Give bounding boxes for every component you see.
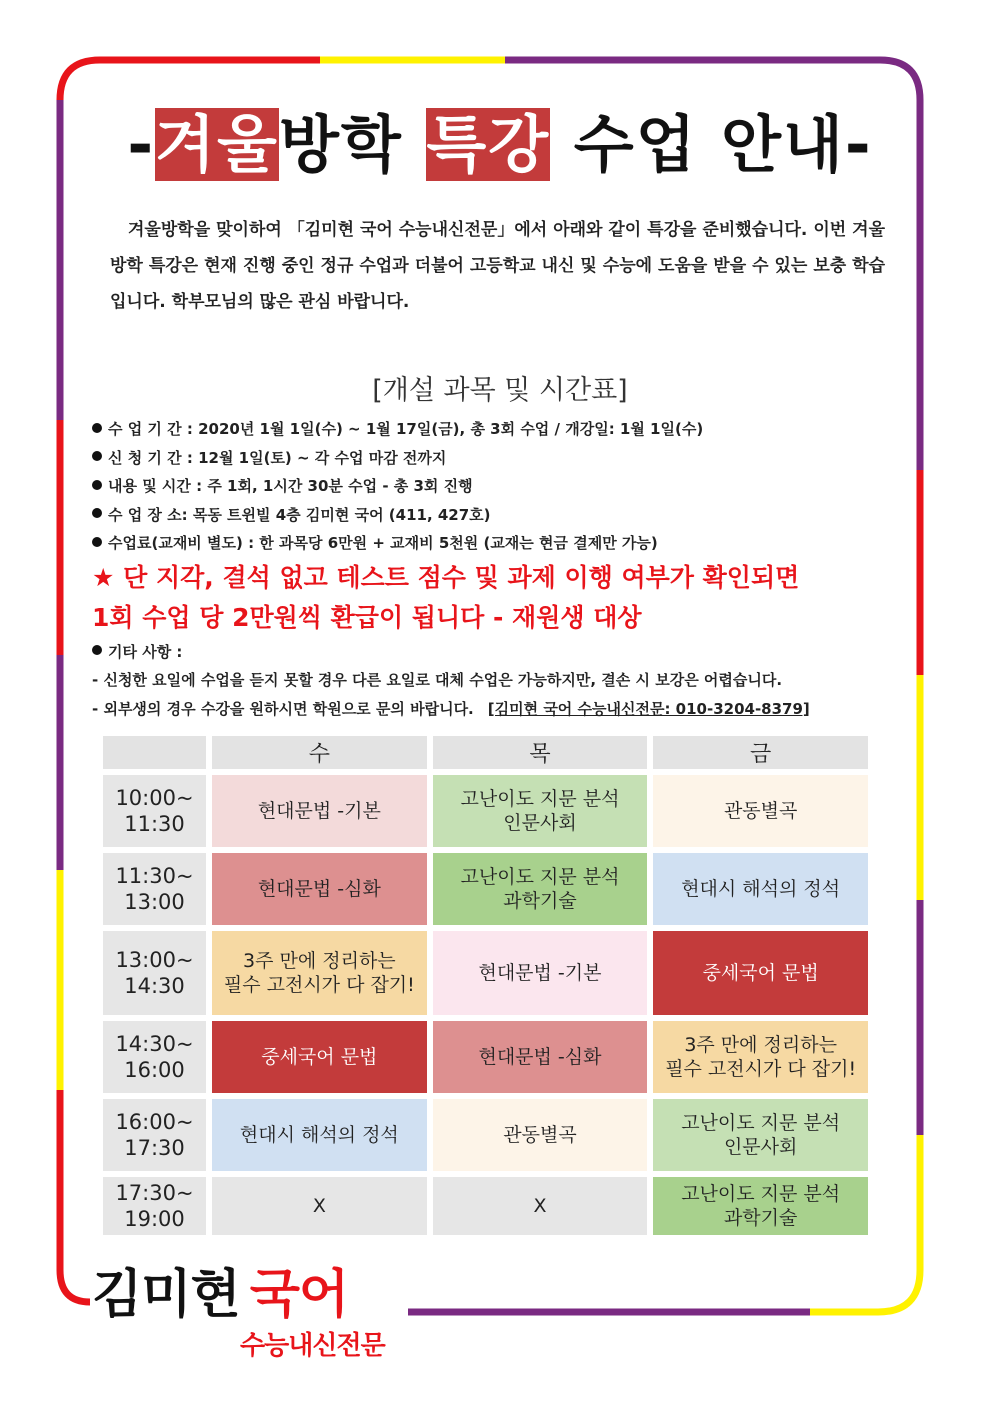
day-header-fri: 금 — [653, 736, 868, 769]
time-end: 14:30 — [124, 974, 185, 998]
time-slot — [103, 1177, 206, 1235]
time-slot — [103, 775, 206, 847]
class-title: 중세국어 문법 — [702, 962, 819, 984]
class-title: 고난이도 지문 분석 — [460, 788, 620, 810]
class-cell — [433, 1099, 648, 1171]
class-cell — [653, 931, 868, 1015]
class-subtitle: 필수 고전시가 다 잡기! — [665, 1058, 857, 1080]
time-start: 13:00~ — [115, 948, 194, 972]
timetable-row — [103, 775, 868, 847]
time-start: 17:30~ — [115, 1181, 194, 1205]
class-title: 현대문법 -기본 — [257, 800, 381, 822]
class-title: 현대시 해석의 정석 — [681, 878, 841, 900]
class-cell — [653, 775, 868, 847]
time-slot — [103, 853, 206, 925]
intro-paragraph: 겨울방학을 맞이하여 「김미현 국어 수능내신전문」에서 아래와 같이 특강을 준비했습니다. 이번 겨울방학 특강은 현재 진행 중인 정규 수업과 더불어 고등학교 내신 및 수능에 도움을 받을 수 있는 보충 학습입니다. 학부모님의 많은 관심 바랍니다. — [110, 220, 885, 312]
bullet-icon — [92, 508, 102, 518]
class-cell — [212, 1177, 427, 1235]
class-title: 3주 만에 정리하는 — [243, 950, 396, 972]
bullet-icon — [92, 537, 102, 547]
bullet-icon — [92, 645, 102, 655]
logo-tagline: 수능내신전문 — [240, 1331, 385, 1361]
class-title: 현대문법 -심화 — [257, 878, 381, 900]
class-title: 고난이도 지문 분석 — [460, 866, 620, 888]
time-slot — [103, 1099, 206, 1171]
time-end: 19:00 — [124, 1207, 185, 1231]
class-title: X — [533, 1195, 547, 1217]
info-item-registration: 신 청 기 간 : 12월 1일(토) ~ 각 수업 마감 전까지 — [92, 444, 892, 473]
class-cell — [653, 1177, 868, 1235]
class-cell — [433, 1177, 648, 1235]
timetable-row — [103, 1099, 868, 1171]
timetable — [97, 730, 874, 1241]
etc-line2: - 외부생의 경우 수강을 원하시면 학원으로 문의 바랍니다. [김미현 국어 수능내신전문: 010-3204-8379] — [92, 699, 810, 718]
contact-info: [김미현 국어 수능내신전문: 010-3204-8379] — [487, 699, 810, 718]
class-cell — [212, 1021, 427, 1093]
class-title: 현대시 해석의 정석 — [239, 1124, 399, 1146]
day-header-thu: 목 — [433, 736, 648, 769]
timetable-row — [103, 1177, 868, 1235]
bullet-icon — [92, 480, 102, 490]
class-cell — [212, 775, 427, 847]
time-end: 13:00 — [124, 890, 185, 914]
bullet-icon — [92, 423, 102, 433]
class-cell — [212, 853, 427, 925]
class-cell — [433, 775, 648, 847]
class-title: 관동별곡 — [503, 1124, 577, 1146]
header-corner — [103, 736, 206, 769]
class-cell — [212, 931, 427, 1015]
class-title: 현대문법 -기본 — [478, 962, 602, 984]
class-title: 고난이도 지문 분석 — [681, 1183, 841, 1205]
info-item-tuition: 수업료(교재비 별도) : 한 과목당 6만원 + 교재비 5천원 (교재는 현금 결제만 가능) — [92, 529, 892, 558]
class-cell — [653, 1021, 868, 1093]
bullet-icon — [92, 451, 102, 461]
schedule-heading: [개설 과목 및 시간표] — [372, 375, 628, 406]
logo-subject: 국어 — [249, 1265, 349, 1325]
time-start: 10:00~ — [115, 786, 194, 810]
class-cell — [433, 853, 648, 925]
time-start: 11:30~ — [115, 864, 194, 888]
class-title: 관동별곡 — [723, 800, 798, 822]
class-cell — [433, 931, 648, 1015]
time-end: 11:30 — [124, 812, 185, 836]
class-title: 현대문법 -심화 — [478, 1046, 602, 1068]
day-header-wed: 수 — [212, 736, 427, 769]
timetable-row — [103, 931, 868, 1015]
class-subtitle: 과학기술 — [723, 1207, 798, 1229]
academy-logo — [92, 1265, 385, 1361]
class-subtitle: 인문사회 — [503, 812, 577, 834]
timetable-header-row — [103, 736, 868, 769]
page-title: -겨울방학 특강 수업 안내- — [127, 108, 873, 181]
info-section — [92, 415, 892, 723]
class-title: 3주 만에 정리하는 — [684, 1034, 837, 1056]
logo-name: 김미현 — [92, 1265, 240, 1325]
etc-heading: 기타 사항 : — [92, 638, 892, 667]
class-cell — [212, 1099, 427, 1171]
info-item-content: 내용 및 시간 : 주 1회, 1시간 30분 수업 - 총 3회 진행 — [92, 472, 892, 501]
refund-notice-line2: 1회 수업 당 2만원씩 환급이 됩니다 - 재원생 대상 — [92, 602, 642, 632]
refund-notice-line1: ★ 단 지각, 결석 없고 테스트 점수 및 과제 이행 여부가 확인되면 — [92, 562, 800, 592]
class-title: 고난이도 지문 분석 — [681, 1112, 841, 1134]
class-subtitle: 과학기술 — [503, 890, 577, 912]
timetable-row — [103, 853, 868, 925]
class-subtitle: 인문사회 — [723, 1136, 798, 1158]
class-cell — [653, 853, 868, 925]
time-end: 17:30 — [124, 1136, 185, 1160]
time-end: 16:00 — [124, 1058, 185, 1082]
time-slot — [103, 931, 206, 1015]
class-title: 중세국어 문법 — [261, 1046, 378, 1068]
class-cell — [653, 1099, 868, 1171]
class-subtitle: 필수 고전시가 다 잡기! — [223, 974, 415, 996]
info-item-location: 수 업 장 소: 목동 트윈빌 4층 김미현 국어 (411, 427호) — [92, 501, 892, 530]
class-title: X — [312, 1195, 326, 1217]
class-cell — [433, 1021, 648, 1093]
info-item-period: 수 업 기 간 : 2020년 1월 1일(수) ~ 1월 17일(금), 총 3회 수업 / 개강일: 1월 1일(수) — [92, 415, 892, 444]
time-start: 16:00~ — [115, 1110, 194, 1134]
etc-line1: - 신청한 요일에 수업을 듣지 못할 경우 다른 요일로 대체 수업은 가능하지만, 결손 시 보강은 어렵습니다. — [92, 671, 783, 689]
time-slot — [103, 1021, 206, 1093]
timetable-row — [103, 1021, 868, 1093]
time-start: 14:30~ — [115, 1032, 194, 1056]
